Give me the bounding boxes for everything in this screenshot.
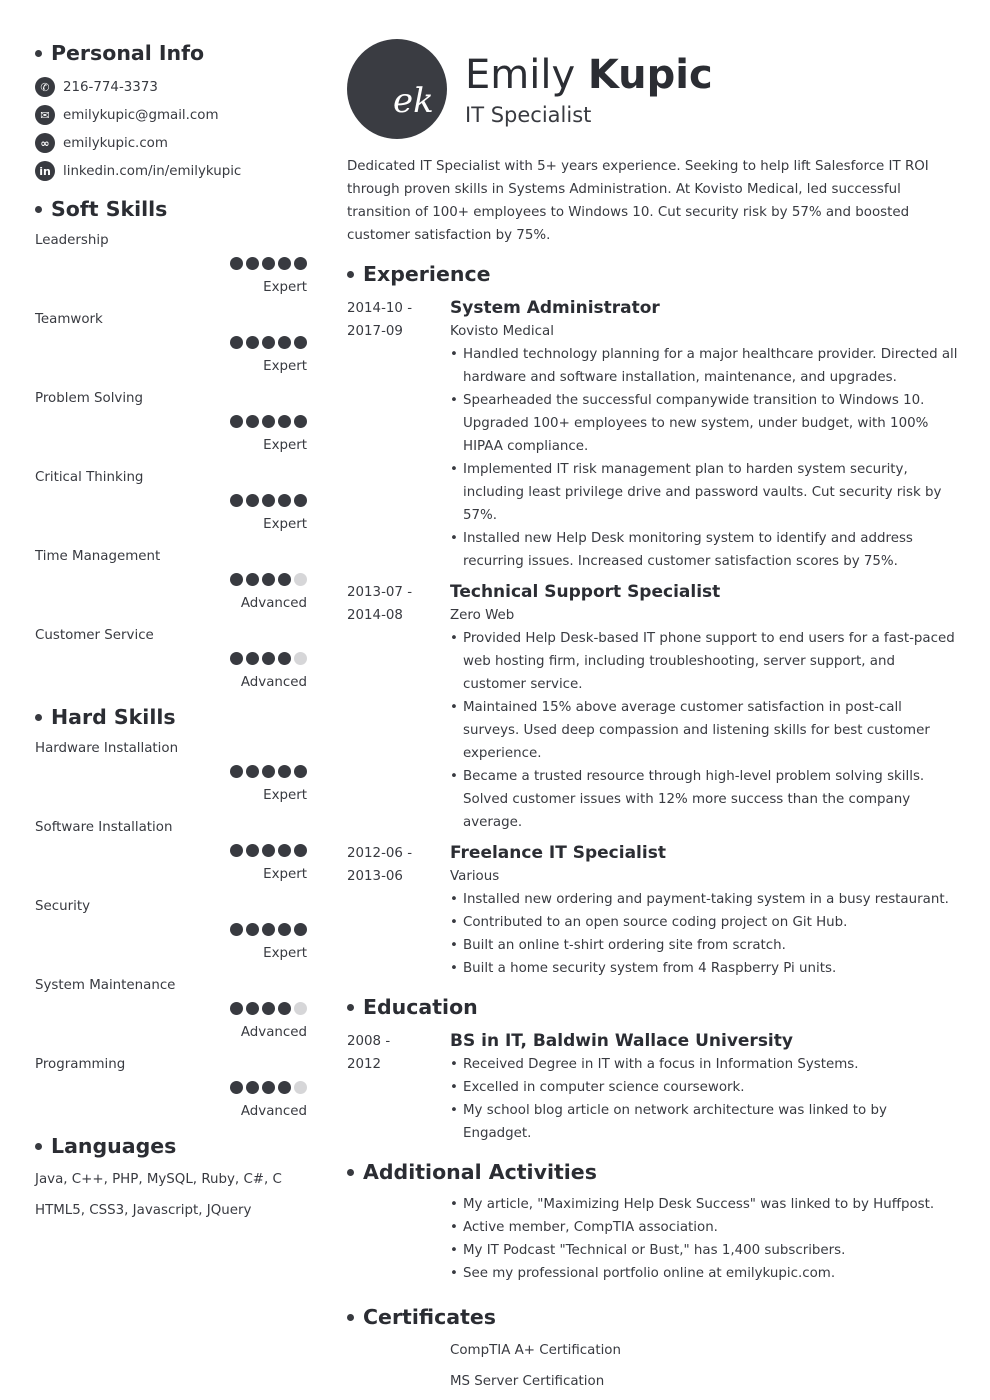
rating-dot-filled	[246, 257, 259, 270]
start-date: 2008 -	[347, 1034, 391, 1049]
rating-dot-filled	[262, 336, 275, 349]
rating-dot-empty	[294, 1081, 307, 1094]
rating-dot-filled	[246, 652, 259, 665]
resume-header	[347, 34, 959, 144]
skill-item	[35, 741, 307, 820]
entry-title: Freelance IT Specialist	[450, 843, 666, 863]
rating-dot-filled	[262, 1002, 275, 1015]
skill-name: Customer Service	[35, 628, 154, 643]
rating-dot-filled	[230, 573, 243, 586]
skill-level: Expert	[263, 788, 307, 803]
education-list	[347, 1030, 959, 1145]
skill-name: Programming	[35, 1057, 126, 1072]
activities-heading: Additional Activities	[347, 1157, 959, 1187]
rating-dot-filled	[294, 844, 307, 857]
rating-dot-filled	[294, 494, 307, 507]
certificates-list	[347, 1335, 959, 1397]
skill-item	[35, 233, 307, 312]
contact-item	[35, 101, 307, 129]
skill-level: Expert	[263, 359, 307, 374]
rating-dot-filled	[230, 415, 243, 428]
skill-item	[35, 549, 307, 628]
skill-item	[35, 470, 307, 549]
skill-level: Expert	[263, 867, 307, 882]
entry-body	[450, 842, 959, 980]
contact-list	[35, 73, 307, 185]
education-heading: Education	[347, 992, 959, 1022]
rating-dot-filled	[294, 415, 307, 428]
rating-dot-filled	[246, 336, 259, 349]
rating-dot-filled	[278, 844, 291, 857]
skill-rating	[230, 257, 307, 270]
certificate-item: CompTIA A+ Certification	[450, 1343, 621, 1358]
languages-list	[35, 1164, 307, 1226]
entry-dates	[347, 581, 450, 834]
rating-dot-filled	[262, 844, 275, 857]
start-date: 2012-06 -	[347, 846, 413, 861]
skill-rating	[230, 844, 307, 857]
rating-dot-filled	[230, 494, 243, 507]
rating-dot-filled	[246, 1002, 259, 1015]
rating-dot-filled	[262, 573, 275, 586]
skill-name: Leadership	[35, 233, 109, 248]
linkedin-icon: in	[35, 161, 55, 181]
avatar-initials: ek	[393, 81, 434, 121]
rating-dot-filled	[278, 494, 291, 507]
entry	[347, 297, 959, 573]
rating-dot-filled	[246, 844, 259, 857]
rating-dot-filled	[246, 494, 259, 507]
summary: Dedicated IT Specialist with 5+ years experience. Seeking to help lift Salesforce IT ROI through proven skills in Systems Administration. At Kovisto Medical, led successful transition of 100+ employees to Windows 10. Cut security risk by 57% and boosted customer satisfaction by 75%.	[347, 159, 929, 243]
skill-item	[35, 899, 307, 978]
rating-dot-filled	[230, 336, 243, 349]
entry-body	[450, 297, 959, 573]
language-item: Java, C++, PHP, MySQL, Ruby, C#, C	[35, 1172, 282, 1187]
entry	[347, 1030, 959, 1145]
bullet-item: • Received Degree in IT with a focus in Information Systems.	[450, 1053, 959, 1076]
entry-dates	[347, 842, 450, 980]
certificate-item: MS Server Certification	[450, 1374, 605, 1389]
start-date: 2013-07 -	[347, 585, 413, 600]
skill-level: Advanced	[240, 1104, 307, 1119]
skill-name: Critical Thinking	[35, 470, 144, 485]
full-name	[465, 51, 713, 99]
rating-dot-filled	[262, 923, 275, 936]
contact-item	[35, 73, 307, 101]
bullet-item: • My school blog article on network architecture was linked to by Engadget.	[450, 1099, 959, 1145]
bullet-item: • Implemented IT risk management plan to harden system security, including least privilege drive and password vaults. Cut security risk by 57%.	[450, 458, 959, 527]
contact-text: linkedin.com/in/emilykupic	[63, 163, 242, 179]
left-column	[35, 38, 307, 1226]
rating-dot-filled	[230, 1002, 243, 1015]
languages-heading: Languages	[35, 1131, 307, 1161]
bullet-item: • Handled technology planning for a major healthcare provider. Directed all hardware and software installation, maintenance, and upgrades.	[450, 343, 959, 389]
rating-dot-empty	[294, 573, 307, 586]
entry-dates	[347, 1030, 450, 1145]
rating-dot-filled	[294, 923, 307, 936]
skill-rating	[230, 336, 307, 349]
bullet-item: • Built an online t-shirt ordering site from scratch.	[450, 934, 959, 957]
skill-item	[35, 312, 307, 391]
phone-icon: ✆	[35, 77, 55, 97]
rating-dot-filled	[294, 257, 307, 270]
bullet-item: • Installed new ordering and payment-taking system in a busy restaurant.	[450, 888, 959, 911]
rating-dot-filled	[230, 652, 243, 665]
rating-dot-filled	[262, 257, 275, 270]
contact-item	[35, 157, 307, 185]
contact-text: emilykupic.com	[63, 135, 168, 151]
entry-bullets	[450, 343, 959, 573]
skill-name: Software Installation	[35, 820, 173, 835]
rating-dot-filled	[278, 336, 291, 349]
skill-level: Advanced	[240, 596, 307, 611]
hard-skills-list	[35, 741, 307, 1136]
rating-dot-filled	[262, 494, 275, 507]
start-date: 2014-10 -	[347, 301, 413, 316]
activity-item: • My IT Podcast "Technical or Bust," has 1,400 subscribers.	[450, 1239, 959, 1262]
rating-dot-filled	[294, 765, 307, 778]
skill-level: Advanced	[240, 1025, 307, 1040]
rating-dot-filled	[278, 652, 291, 665]
rating-dot-filled	[230, 257, 243, 270]
end-date: 2013-06	[347, 869, 403, 884]
rating-dot-filled	[246, 1081, 259, 1094]
rating-dot-empty	[294, 1002, 307, 1015]
email-icon: ✉	[35, 105, 55, 125]
skill-item	[35, 978, 307, 1057]
bullet-item: • Became a trusted resource through high-level problem solving skills. Solved customer issues with 12% more success than the company average.	[450, 765, 959, 834]
end-date: 2014-08	[347, 608, 403, 623]
personal-info-heading: Personal Info	[35, 38, 307, 68]
rating-dot-filled	[278, 415, 291, 428]
skill-item	[35, 1057, 307, 1136]
rating-dot-filled	[278, 573, 291, 586]
rating-dot-filled	[230, 844, 243, 857]
rating-dot-filled	[278, 923, 291, 936]
rating-dot-filled	[246, 765, 259, 778]
soft-skills-heading: Soft Skills	[35, 194, 307, 224]
rating-dot-filled	[278, 765, 291, 778]
last-name: Kupic	[587, 52, 713, 98]
rating-dot-filled	[230, 1081, 243, 1094]
bullet-item: • Maintained 15% above average customer satisfaction in post-call surveys. Used deep compassion and listening skills for best customer experience.	[450, 696, 959, 765]
entry-bullets	[450, 888, 959, 980]
rating-dot-filled	[246, 573, 259, 586]
skill-level: Expert	[263, 517, 307, 532]
entry-body	[450, 581, 959, 834]
skill-rating	[230, 923, 307, 936]
entry-organization: Kovisto Medical	[450, 324, 554, 339]
experience-list	[347, 297, 959, 980]
skill-item	[35, 628, 307, 707]
entry	[347, 842, 959, 980]
contact-text: emilykupic@gmail.com	[63, 107, 219, 123]
entry-title: System Administrator	[450, 298, 660, 318]
first-name: Emily	[465, 52, 576, 98]
skill-name: Problem Solving	[35, 391, 144, 406]
avatar	[347, 39, 447, 139]
skill-level: Expert	[263, 946, 307, 961]
activity-item: • My article, "Maximizing Help Desk Success" was linked to by Huffpost.	[450, 1193, 959, 1216]
skill-name: Hardware Installation	[35, 741, 179, 756]
skill-rating	[230, 1081, 307, 1094]
entry-bullets	[450, 627, 959, 834]
entry-organization: Various	[450, 869, 500, 884]
rating-dot-filled	[262, 1081, 275, 1094]
skill-name: Teamwork	[35, 312, 103, 327]
language-item: HTML5, CSS3, Javascript, JQuery	[35, 1203, 252, 1218]
experience-heading: Experience	[347, 259, 959, 289]
entry-title: BS in IT, Baldwin Wallace University	[450, 1031, 793, 1051]
entry-title: Technical Support Specialist	[450, 582, 721, 602]
skill-item	[35, 820, 307, 899]
contact-item	[35, 129, 307, 157]
bullet-item: • Spearheaded the successful companywide transition to Windows 10. Upgraded 100+ employees to new system, under budget, with 100% HIPAA compliance.	[450, 389, 959, 458]
rating-dot-empty	[294, 652, 307, 665]
skill-rating	[230, 573, 307, 586]
rating-dot-filled	[246, 415, 259, 428]
rating-dot-filled	[278, 257, 291, 270]
rating-dot-filled	[230, 765, 243, 778]
activity-item: • See my professional portfolio online at emilykupic.com.	[450, 1262, 959, 1285]
rating-dot-filled	[294, 336, 307, 349]
bullet-item: • Contributed to an open source coding project on Git Hub.	[450, 911, 959, 934]
entry-organization: Zero Web	[450, 608, 515, 623]
entry-bullets	[450, 1053, 959, 1145]
entry-body	[450, 1030, 959, 1145]
end-date: 2012	[347, 1057, 382, 1072]
rating-dot-filled	[262, 652, 275, 665]
end-date: 2017-09	[347, 324, 403, 339]
bullet-item: • Installed new Help Desk monitoring system to identify and address recurring issues. Increased customer satisfaction scores by 75%.	[450, 527, 959, 573]
bullet-item: • Excelled in computer science coursework.	[450, 1076, 959, 1099]
skill-name: System Maintenance	[35, 978, 176, 993]
skill-level: Advanced	[240, 675, 307, 690]
activities-list	[450, 1193, 959, 1285]
link-icon: ∞	[35, 133, 55, 153]
skill-name: Time Management	[35, 549, 161, 564]
rating-dot-filled	[278, 1081, 291, 1094]
hard-skills-heading: Hard Skills	[35, 702, 307, 732]
job-role: IT Specialist	[465, 103, 592, 127]
rating-dot-filled	[262, 415, 275, 428]
skill-name: Security	[35, 899, 90, 914]
rating-dot-filled	[262, 765, 275, 778]
right-column	[347, 34, 959, 1397]
bullet-item: • Provided Help Desk-based IT phone support to end users for a fast-paced web hosting firm, including troubleshooting, server support, and customer service.	[450, 627, 959, 696]
rating-dot-filled	[230, 923, 243, 936]
skill-rating	[230, 415, 307, 428]
entry	[347, 581, 959, 834]
soft-skills-list	[35, 233, 307, 707]
skill-rating	[230, 652, 307, 665]
skill-level: Expert	[263, 438, 307, 453]
bullet-item: • Built a home security system from 4 Raspberry Pi units.	[450, 957, 959, 980]
skill-rating	[230, 1002, 307, 1015]
rating-dot-filled	[278, 1002, 291, 1015]
skill-rating	[230, 494, 307, 507]
entry-dates	[347, 297, 450, 573]
skill-level: Expert	[263, 280, 307, 295]
skill-item	[35, 391, 307, 470]
rating-dot-filled	[246, 923, 259, 936]
skill-rating	[230, 765, 307, 778]
certificates-heading: Certificates	[347, 1302, 959, 1332]
contact-text: 216-774-3373	[63, 79, 158, 95]
activity-item: • Active member, CompTIA association.	[450, 1216, 959, 1239]
